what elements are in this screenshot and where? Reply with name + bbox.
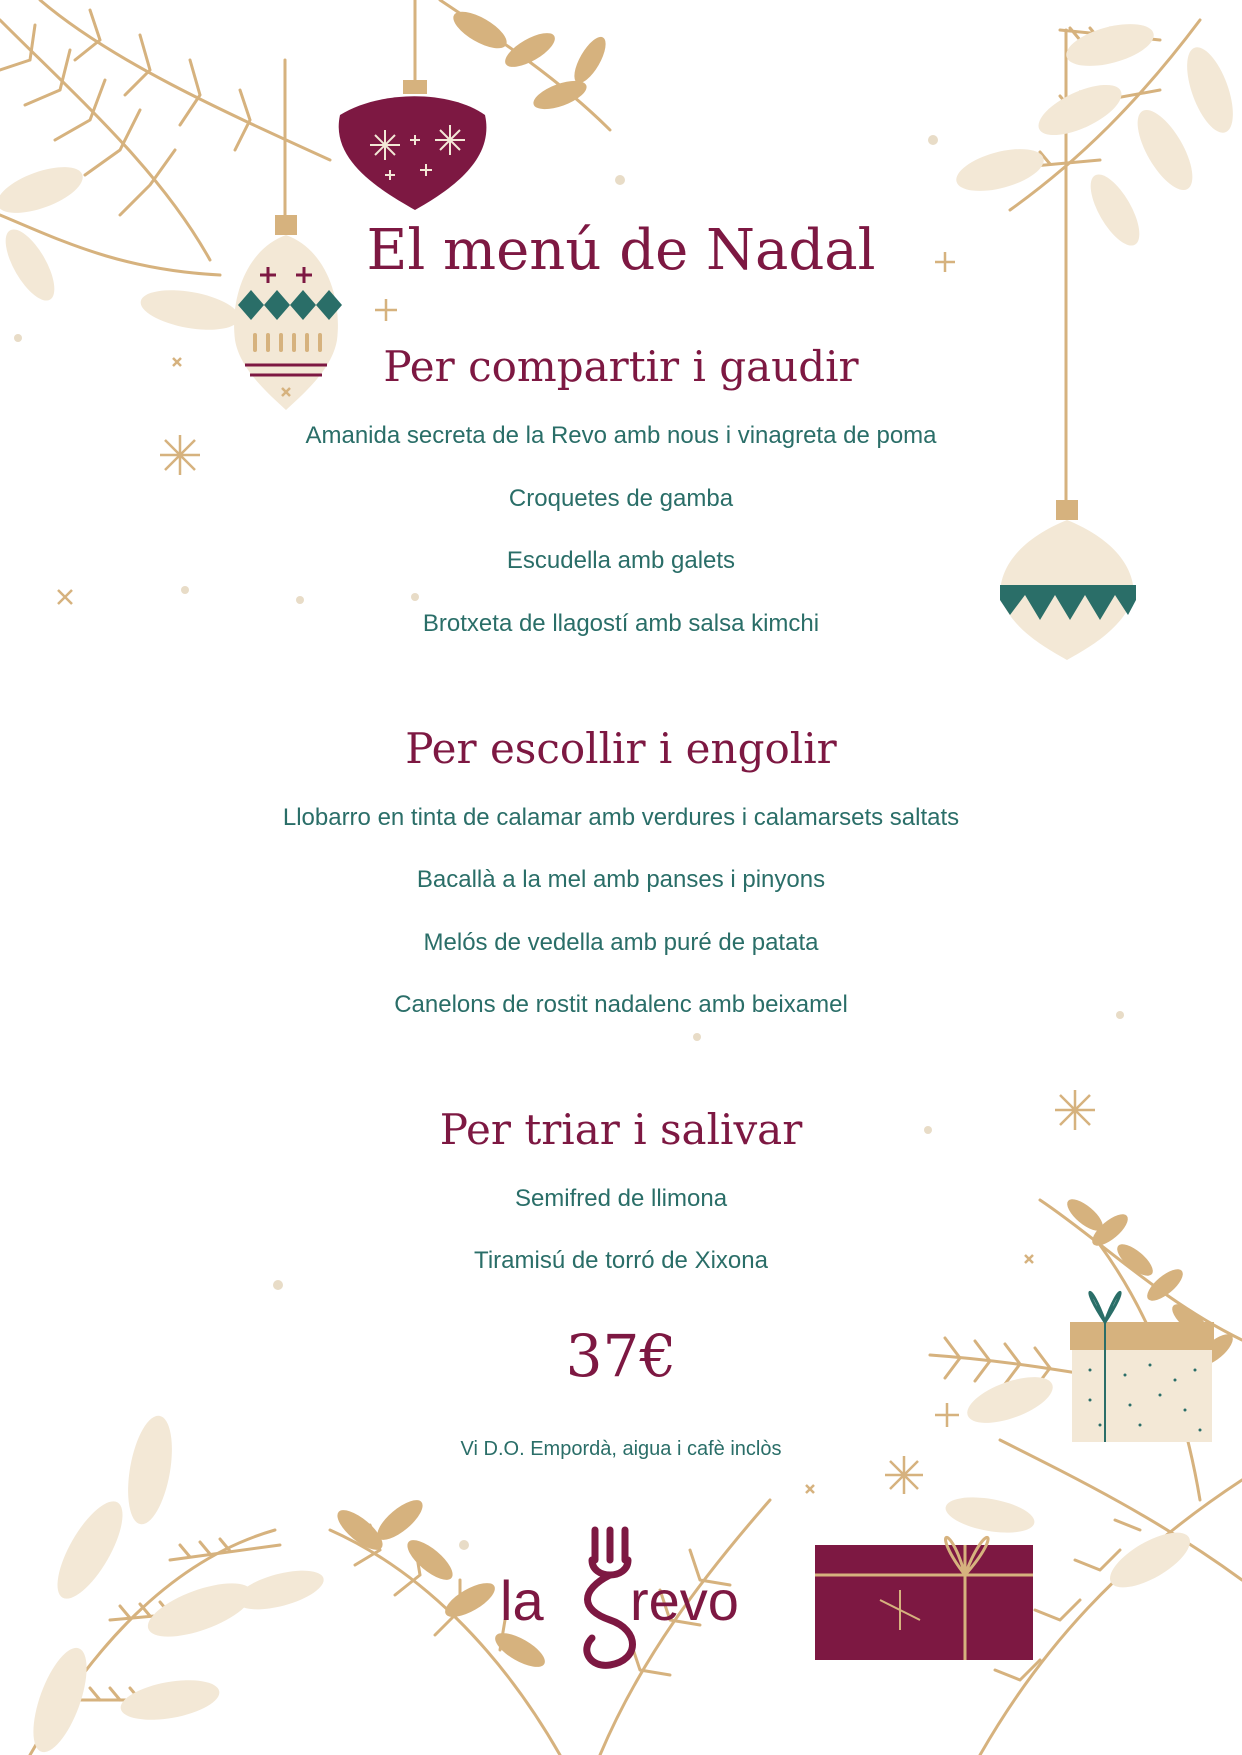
gift-box-icon	[815, 1537, 1033, 1660]
dish-item: Brotxeta de llagostí amb salsa kimchi	[422, 610, 820, 637]
la-revo-logo	[500, 1520, 750, 1670]
logo-text-left: la	[500, 1569, 544, 1632]
dish-item: Escudella amb galets	[506, 547, 736, 574]
menu-price: 37€	[565, 1322, 677, 1390]
dish-item: Canelons de rostit nadalenc amb beixamel	[394, 991, 848, 1018]
section-title-desserts: Per triar i salivar	[439, 1105, 803, 1154]
menu-title: El menú de Nadal	[366, 218, 876, 283]
dish-item: Melós de vedella amb puré de patata	[423, 929, 819, 956]
section-title-mains: Per escollir i engolir	[405, 724, 837, 773]
fork-logo-icon	[587, 1530, 633, 1665]
ornament-icon	[339, 80, 487, 210]
dish-item: Croquetes de gamba	[508, 485, 734, 512]
dish-item: Bacallà a la mel amb panses i pinyons	[416, 866, 826, 893]
dish-item: Tiramisú de torró de Xixona	[474, 1247, 768, 1274]
logo-text-right: revo	[630, 1569, 739, 1632]
dish-item: Amanida secreta de la Revo amb nous i vinagreta de poma	[305, 422, 937, 449]
drinks-note: Vi D.O. Empordà, aigua i cafè inclòs	[460, 1438, 782, 1460]
dish-item: Llobarro en tinta de calamar amb verdures i calamarsets saltats	[282, 804, 960, 831]
dish-item: Semifred de llimona	[514, 1185, 728, 1212]
section-title-starters: Per compartir i gaudir	[383, 342, 859, 391]
